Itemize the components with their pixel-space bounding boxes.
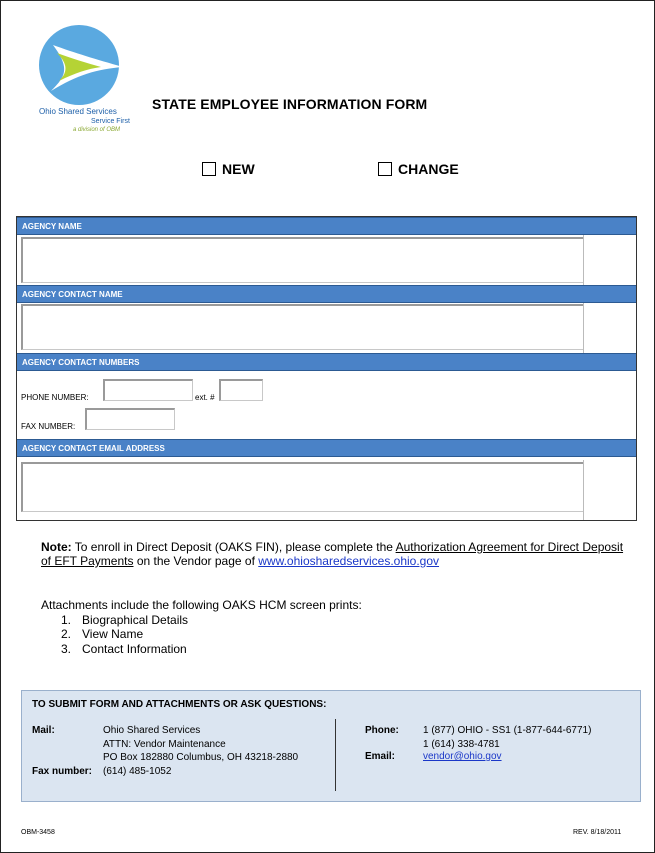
- list-number: 2.: [61, 627, 72, 641]
- phone-number-label: PHONE NUMBER:: [21, 393, 89, 402]
- phone-line-2: 1 (614) 338-4781: [423, 739, 500, 750]
- list-item-label: Biographical Details: [82, 612, 189, 627]
- agency-info-table: [16, 216, 637, 521]
- agency-name-field[interactable]: [21, 237, 584, 283]
- ohio-shared-services-logo: [31, 23, 136, 135]
- attachments-intro: Attachments include the following OAKS HCM screen prints:: [41, 598, 362, 612]
- mail-line-2: ATTN: Vendor Maintenance: [103, 739, 226, 750]
- submit-divider: [335, 719, 336, 791]
- logo-division-text: a division of OBM: [73, 127, 121, 133]
- vendor-email-link[interactable]: vendor@ohio.gov: [423, 751, 502, 762]
- logo-name-text: Ohio Shared Services: [39, 107, 117, 116]
- agency-contact-name-header: AGENCY CONTACT NAME: [17, 285, 636, 303]
- agency-name-header: AGENCY NAME: [17, 217, 636, 235]
- fax-number-submit-label: Fax number:: [32, 766, 93, 777]
- vendor-page-url-link[interactable]: www.ohiosharedservices.ohio.gov: [258, 554, 440, 568]
- list-number: 3.: [61, 641, 72, 656]
- agency-contact-email-header: AGENCY CONTACT EMAIL ADDRESS: [17, 439, 636, 457]
- submit-heading: TO SUBMIT FORM AND ATTACHMENTS OR ASK QUESTIONS:: [32, 699, 327, 710]
- change-checkbox-group[interactable]: [378, 161, 459, 177]
- list-number: 1.: [61, 612, 72, 627]
- note-text-1: To enroll in Direct Deposit (OAKS FIN), please complete the: [71, 540, 396, 554]
- ext-label: ext. #: [195, 393, 215, 402]
- attachments-list: [61, 613, 362, 657]
- fax-number-field[interactable]: [85, 408, 175, 430]
- column-divider: [583, 235, 584, 285]
- column-divider: [583, 460, 584, 520]
- email-label: Email:: [365, 751, 396, 762]
- ext-field[interactable]: [219, 379, 263, 401]
- logo-tagline-text: Service First: [91, 118, 130, 125]
- phone-number-field[interactable]: [103, 379, 193, 401]
- mail-label: Mail:: [32, 725, 55, 736]
- list-item-label: View Name: [82, 627, 144, 641]
- note-bold-label: Note:: [41, 540, 72, 554]
- logo-emblem-icon: [35, 23, 127, 107]
- new-checkbox-group[interactable]: [202, 161, 255, 177]
- new-checkbox-label: NEW: [222, 161, 255, 177]
- list-item-label: Contact Information: [82, 641, 187, 656]
- agency-contact-numbers-header: AGENCY CONTACT NUMBERS: [17, 353, 636, 371]
- change-checkbox-label: CHANGE: [398, 161, 459, 177]
- authorization-agreement-link[interactable]: Authorization Agreement for Direct Deposit of EFT Payments: [41, 540, 624, 568]
- direct-deposit-note: [41, 540, 631, 568]
- revision-date: REV. 8/18/2011: [573, 829, 622, 836]
- note-text-2: on the Vendor page of: [133, 554, 259, 568]
- phone-label: Phone:: [365, 725, 399, 736]
- column-divider: [583, 303, 584, 353]
- new-checkbox[interactable]: [202, 162, 216, 176]
- form-id: OBM-3458: [21, 829, 55, 836]
- submit-info-box: [21, 690, 641, 802]
- list-item: [61, 613, 362, 628]
- agency-contact-email-field[interactable]: [21, 462, 584, 512]
- agency-contact-name-field[interactable]: [21, 304, 584, 350]
- fax-number-value: (614) 485-1052: [103, 766, 172, 777]
- list-item: [61, 642, 362, 657]
- mail-line-3: PO Box 182880 Columbus, OH 43218-2880: [103, 752, 299, 763]
- change-checkbox[interactable]: [378, 162, 392, 176]
- list-item: [61, 627, 362, 642]
- fax-number-label: FAX NUMBER:: [21, 422, 76, 431]
- mail-line-1: Ohio Shared Services: [103, 725, 201, 736]
- form-title: STATE EMPLOYEE INFORMATION FORM: [152, 96, 428, 112]
- attachments-section: [41, 598, 362, 656]
- phone-line-1: 1 (877) OHIO - SS1 (1-877-644-6771): [423, 725, 592, 736]
